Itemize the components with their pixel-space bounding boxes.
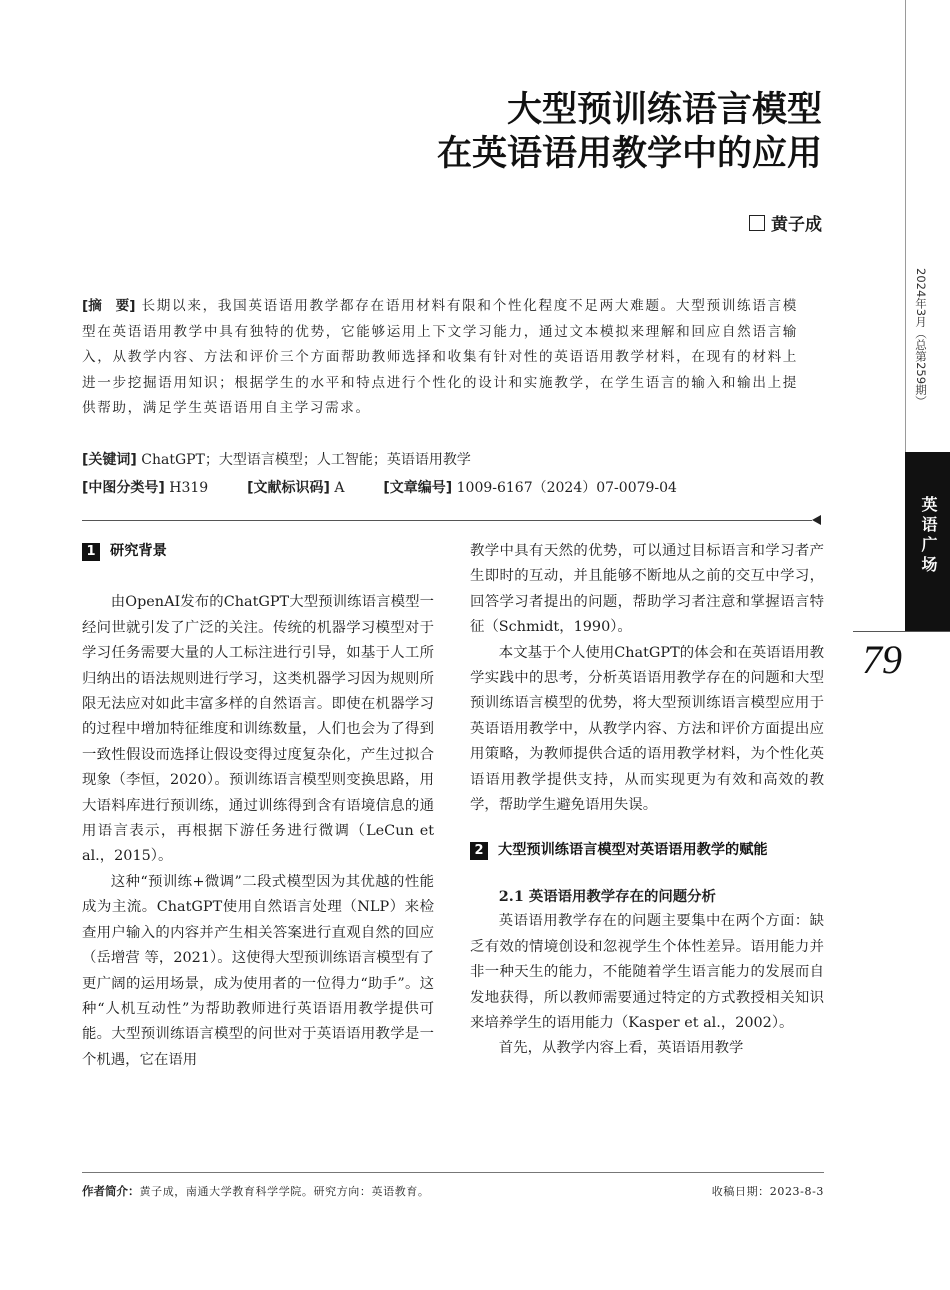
article-number-label: [文章编号] [383,480,453,496]
keywords [82,449,471,469]
abstract [82,294,798,422]
section-2-title: 大型预训练语言模型对英语语用教学的赋能 [498,842,768,859]
continuation-paragraph: 教学中具有天然的优势，可以通过目标语言和学习者产生即时的互动，并且能够不断地从之前的交互中学习，回答学习者提出的问题，帮助学习者注意和掌握语言特征（Schmidt，1990）。 [470,543,824,636]
abstract-text: 长期以来，我国英语语用教学都存在语用材料有限和个性化程度不足两大难题。大型预训练语言模型在英语语用教学中具有独特的优势，它能够运用上下文学习能力，通过文本模拟来理解和回应自然语言输入，从教学内容、方法和评价三个方面帮助教师选择和收集有针对性的英语语用教学材料，在现有的材料上进一步挖掘语用知识；根据学生的水平和特点进行个性化的设计和实施教学，在学生语言的输入和输出上提供帮助，满足学生英语语用自主学习需求。 [82,298,798,417]
section-2-paragraph: 英语语用教学存在的问题主要集中在两个方面：缺乏有效的情境创设和忽视学生个体性差异。语用能力并非一种天生的能力，不能随着学生语言能力的发展而自发地获得，所以教师需要通过特定的方式教授相关知识来培养学生的语用能力（Kasper et al.，2002）。 [470,913,824,1031]
header-divider [82,520,812,521]
article-number-value: 1009-6167（2024）07-0079-04 [456,480,677,496]
title-line-1: 大型预训练语言模型 [506,90,822,130]
footer-divider [82,1172,824,1173]
section-1-number: 1 [82,543,100,561]
section-1-paragraph: 这种“预训练+微调”二段式模型因为其优越的性能成为主流。ChatGPT使用自然语言处理（NLP）来检查用户输入的内容并产生相关答案进行直观自然的回应（岳增营 等，2021）。这使得大型预训练语言模型有了更广阔的运用场景，成为使用者的一位得力“助手”。这种“人机互动性”为帮助教师进行英语语用教学提供可能。大型预训练语言模型的问世对于英语语用教学是一个机遇，它在语用 [82,873,434,1068]
section-1-heading [82,539,434,564]
author-line [749,210,822,235]
section-1-paragraph: 由OpenAI发布的ChatGPT大型预训练语言模型一经问世就引发了广泛的关注。传统的机器学习模型对于学习任务需要大量的人工标注进行引导，如基于人工所归纳出的语法规则进行学习，这类机器学习因为规则所限无法应对如此丰富多样的自然语言。即使在机器学习的过程中增加特征维度和训练数量，人们也会为了得到一致性假设而选择让假设变得过度复杂化，产生过拟合现象（李恒，2020）。预训练语言模型则变换思路，用大语料库进行预训练，通过训练得到含有语境信息的通用语言表示，再根据下游任务进行微调（LeCun et al.，2015）。 [82,594,434,865]
section-2-number: 2 [470,842,488,860]
doc-code-label: [文献标识码] [247,480,330,496]
page-number: 79 [862,637,902,682]
column-right [470,539,824,1062]
section-2-paragraph: 首先，从教学内容上看，英语语用教学 [498,1040,744,1057]
issue-info [905,268,935,438]
keywords-text: ChatGPT；大型语言模型；人工智能；英语语用教学 [141,452,471,468]
author-name: 黄子成 [771,215,822,235]
author-bio-text: 黄子成，南通大学教育科学学院。研究方向：英语教育。 [139,1185,430,1198]
column-tab [905,452,950,632]
classification-line [82,477,677,497]
author-bio-label: 作者简介： [82,1184,140,1198]
abstract-label: [摘 要] [82,298,136,314]
issue-text: 2024年3月（总第259期） [914,268,928,408]
doc-code-value: A [334,480,345,496]
clc-label: [中图分类号] [82,480,165,496]
section-1-title: 研究背景 [110,543,167,559]
column-name: 英语广场 [919,496,938,576]
article-title [360,88,822,176]
received-date: 收稿日期：2023-8-3 [711,1185,824,1198]
clc-value: H319 [169,480,209,496]
keywords-label: [关键词] [82,452,137,468]
column-left [82,539,434,1073]
section-2-heading [470,838,824,863]
title-line-2: 在英语语用教学中的应用 [436,134,822,174]
subsection-2-1-heading: 2.1 英语语用教学存在的问题分析 [498,887,716,905]
page-number-rule [853,631,950,632]
intro-paragraph: 本文基于个人使用ChatGPT的体会和在英语语用教学实践中的思考，分析英语语用教学存在的问题和大型预训练语言模型的优势，将大型预训练语言模型应用于英语语用教学中，从教学内容、方法和评价方面提出应用策略，为教师提供合适的语用教学材料，为个性化英语语用教学提供支持，从而实现更为有效和高效的教学，帮助学生避免语用失误。 [470,644,824,814]
arrow-left-icon [812,515,821,525]
author-bio [82,1183,430,1199]
square-icon [749,215,765,231]
